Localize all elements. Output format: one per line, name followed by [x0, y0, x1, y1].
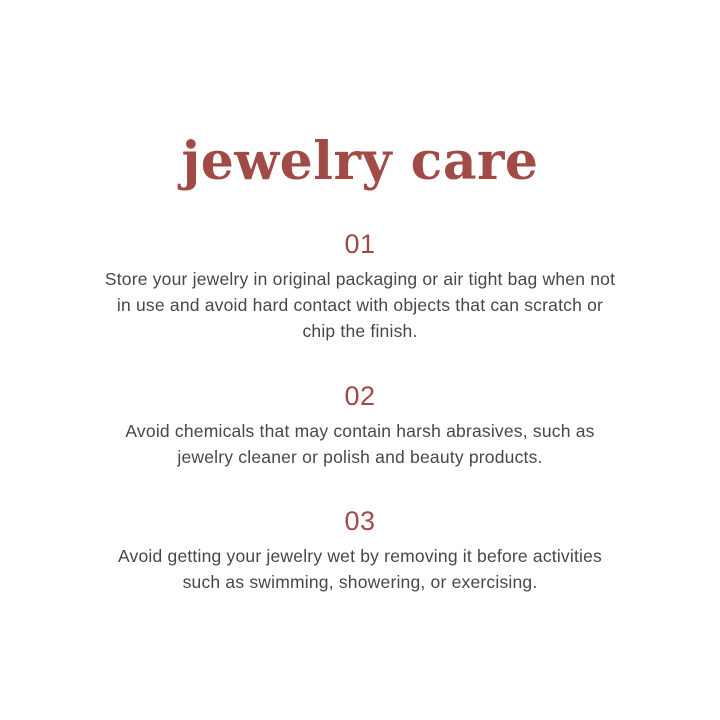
step-description: Avoid getting your jewelry wet by removing it before activities such as swimming, showering, or exercising. — [117, 546, 603, 592]
step-number: 03 — [344, 506, 376, 536]
care-step-1 — [0, 228, 720, 344]
care-step-2 — [0, 380, 720, 470]
step-description: Avoid chemicals that may contain harsh abrasives, such as jewelry cleaner or polish and beauty products. — [125, 421, 595, 467]
step-description: Store your jewelry in original packaging or air tight bag when not in use and avoid hard contact with objects that can scratch or chip the finish. — [104, 269, 616, 341]
care-step-3 — [0, 505, 720, 595]
page-title: jewelry care — [181, 131, 539, 192]
step-number: 02 — [344, 381, 376, 411]
step-number: 01 — [344, 229, 376, 259]
